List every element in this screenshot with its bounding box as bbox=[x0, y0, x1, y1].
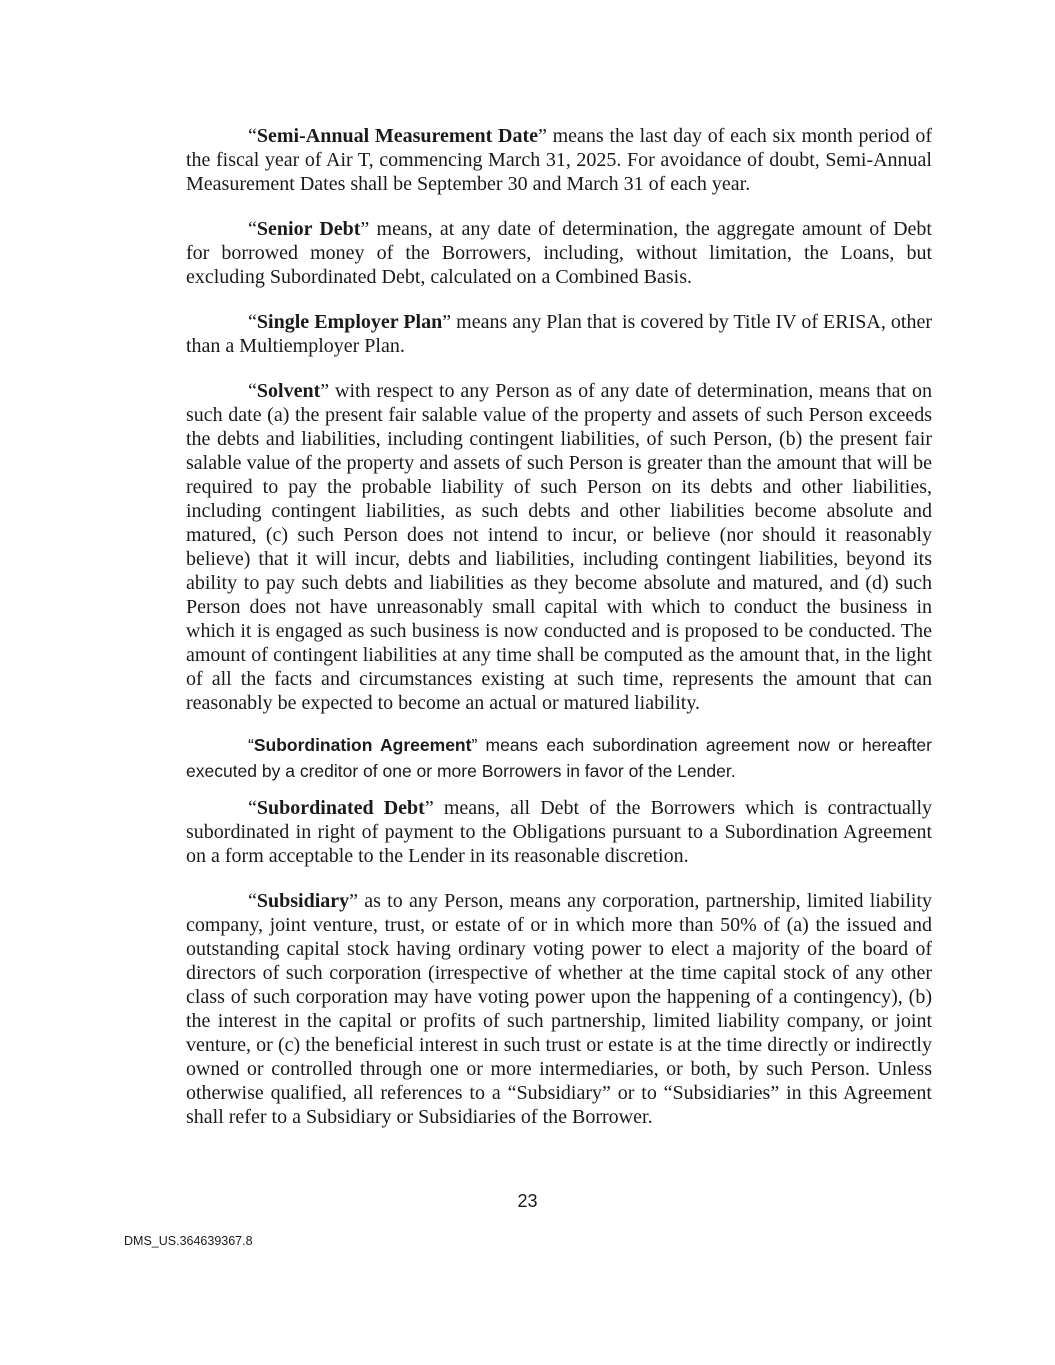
definition-paragraph bbox=[186, 217, 932, 289]
definition-paragraph bbox=[186, 310, 932, 358]
open-quote: “ bbox=[248, 890, 257, 912]
definition-text: ” means any Plan that is covered by Title IV of ERISA, other than a Multiemployer Plan. bbox=[186, 311, 932, 357]
definition-text: ” with respect to any Person as of any date of determination, means that on such date (a) the present fair salable value of the property and assets of such Person exceeds the debts and liabilities, including contingent liabilities, of such Person, (b) the present fair salable value of the property and assets of such Person is greater than the amount that will be required to pay the probable liability of such Person on its debts and other liabilities, including contingent liabilities, as such debts and other liabilities become absolute and matured, (c) such Person does not intend to incur, or believe (nor should it reasonably believe) that it will incur, debts and liabilities, including contingent liabilities, beyond its ability to pay such debts and liabilities as they become absolute and matured, and (d) such Person does not have unreasonably small capital with which to conduct the business in which it is engaged as such business is now conducted and is proposed to be conducted. The amount of contingent liabilities at any time shall be computed as the amount that, in the light of all the facts and circumstances existing at such time, represents the amount that can reasonably be expected to become an actual or matured liability. bbox=[186, 380, 932, 714]
open-quote: “ bbox=[248, 218, 257, 240]
defined-term: Single Employer Plan bbox=[256, 311, 443, 333]
defined-term: Solvent bbox=[256, 380, 321, 402]
definition-paragraph bbox=[186, 889, 932, 1129]
page-number: 23 bbox=[517, 1191, 538, 1211]
definition-text: ” means, all Debt of the Borrowers which is contractually subordinated in right of payment to the Obligations pursuant to a Subordination Agreement on a form acceptable to the Lender in its reasonable discretion. bbox=[186, 797, 933, 867]
definition-paragraph bbox=[186, 796, 932, 868]
definition-paragraph bbox=[186, 124, 932, 196]
document-id: DMS_US.364639367.8 bbox=[124, 1234, 253, 1248]
open-quote: “ bbox=[248, 797, 257, 819]
open-quote: “ bbox=[248, 380, 257, 402]
definition-paragraph bbox=[186, 379, 932, 715]
defined-term: Subordination Agreement bbox=[253, 735, 472, 755]
definition-paragraph bbox=[186, 732, 932, 784]
defined-term: Semi-Annual Measurement Date bbox=[256, 125, 538, 147]
defined-term: Subordinated Debt bbox=[256, 797, 425, 819]
definitions-section bbox=[186, 124, 932, 1149]
defined-term: Senior Debt bbox=[256, 218, 361, 240]
open-quote: “ bbox=[248, 735, 254, 755]
defined-term: Subsidiary bbox=[256, 890, 350, 912]
definition-text: ” means the last day of each six month period of the fiscal year of Air T, commencing March 31, 2025. For avoidance of doubt, Semi-Annual Measurement Dates shall be September 30 and March 31 of each year. bbox=[186, 125, 932, 195]
open-quote: “ bbox=[248, 311, 257, 333]
open-quote: “ bbox=[248, 125, 257, 147]
definition-text: ” means each subordination agreement now or hereafter executed by a creditor of one or more Borrowers in favor of the Lender. bbox=[186, 735, 932, 781]
definition-text: ” as to any Person, means any corporation, partnership, limited liability company, joint venture, trust, or estate of or in which more than 50% of (a) the issued and outstanding capital stock having ordinary voting power to elect a majority of the board of directors of such corporation (irrespective of whether at the time capital stock of any other class of such corporation may have voting power upon the happening of a contingency), (b) the interest in the capital or profits of such partnership, limited liability company, or joint venture, or (c) the beneficial interest in such trust or estate is at the time directly or indirectly owned or controlled through one or more intermediaries, or both, by such Person. Unless otherwise qualified, all references to a “Subsidiary” or to “Subsidiaries” in this Agreement shall refer to a Subsidiary or Subsidiaries of the Borrower. bbox=[186, 890, 932, 1128]
definition-text: ” means, at any date of determination, the aggregate amount of Debt for borrowed money of the Borrowers, including, without limitation, the Loans, but excluding Subordinated Debt, calculated on a Combined Basis. bbox=[186, 218, 932, 288]
